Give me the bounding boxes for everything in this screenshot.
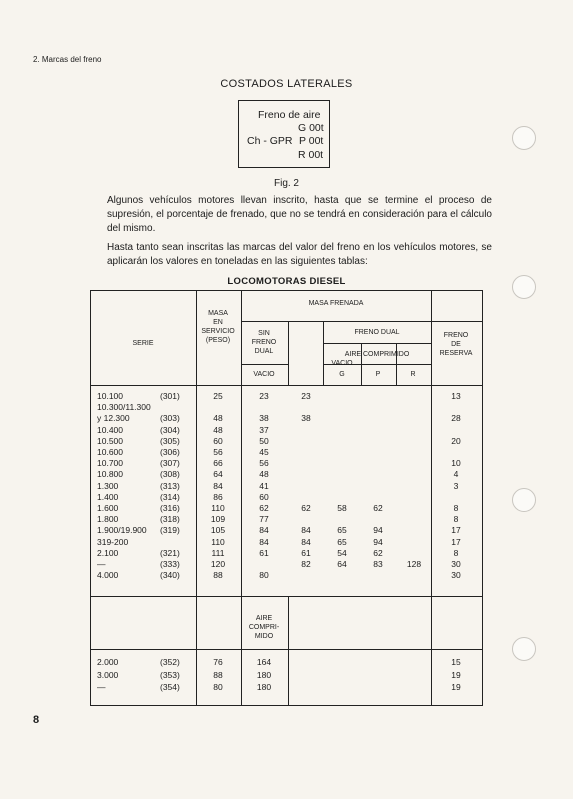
cell-masa: 88 [213,570,223,581]
cell-reserva: 4 [453,469,459,480]
cell-g: 54 [337,547,347,558]
cell-sin: 62 [259,503,269,513]
cell-code: (314) [160,491,180,502]
cell-serie: 1.800 [97,514,119,525]
cell-reserva: 30 [451,559,461,569]
cell-reserva: 17 [451,525,461,536]
cell-reserva: 19 [451,682,461,692]
cell-serie: 10.300/11.300 [97,402,151,413]
table-row [91,492,482,503]
table-row [91,469,482,480]
cell-reserva: 17 [451,536,461,547]
cell-serie: 10.700 [97,458,123,469]
cell-masa: 60 [213,435,223,446]
cell-vacio: 82 [301,559,311,569]
rule-h-freno-dual [323,343,431,344]
table-row [91,481,482,492]
cell-p: 83 [373,559,383,569]
paragraph-2: Hasta tanto sean inscritas las marcas del valor del freno en los vehículos motores, se aplicarán los valores en toneladas en las siguientes tablas: [107,242,492,268]
table-row [91,537,482,548]
cell-vacio: 61 [301,547,311,558]
cell-serie: y 12.300 [97,413,130,424]
table-row [91,657,482,668]
header-r: R [410,371,416,378]
cell-masa: 109 [210,514,226,525]
header-serie: SERIE [132,340,154,347]
brake-table [90,290,483,706]
cell-serie: 10.400 [97,424,123,435]
cell-serie: 1.400 [97,491,119,502]
cell-sin: 50 [259,435,269,446]
cell-vacio: 84 [301,536,311,547]
header-masa-servicio: MASA EN SERVICIO (PESO) [201,310,235,345]
cell-sin: 41 [259,480,269,491]
cell-code: (319) [160,525,180,536]
cell-serie: 3.000 [97,669,119,680]
cell-masa: 105 [210,525,226,536]
table-row [91,570,482,581]
cell-sin: 45 [259,447,269,457]
cell-serie: 1.900/19.900 [97,525,147,536]
brake-marking-box [238,100,330,168]
table-row [91,559,482,570]
cell-g: 58 [337,503,347,513]
cell-sin: 84 [259,536,269,547]
binder-hole-3 [512,488,536,512]
rule-h-lower-section [91,596,482,597]
cell-masa: 84 [213,480,223,491]
cell-sin: 23 [259,391,269,401]
cell-vacio: 84 [301,525,311,536]
cell-sin: 48 [259,469,269,480]
marking-line-1: Freno de aire [258,109,321,121]
cell-r: 128 [406,559,422,569]
cell-code: (307) [160,458,180,469]
cell-serie: 319-200 [97,536,129,547]
cell-masa: 66 [213,458,223,469]
cell-sin: 38 [259,413,269,424]
cell-code: (353) [160,669,180,680]
header-g: G [339,371,345,378]
cell-code: (340) [160,570,180,581]
cell-masa: 56 [213,447,223,457]
cell-sin: 56 [259,458,269,469]
binder-hole-4 [512,637,536,661]
table-row [91,458,482,469]
table-row [91,682,482,693]
cell-vacio: 62 [301,503,311,513]
cell-serie: 2.000 [97,657,119,667]
cell-masa: 110 [211,503,225,513]
cell-serie: 1.300 [97,480,119,491]
cell-p: 94 [373,525,383,536]
binder-hole-1 [512,126,536,150]
cell-masa: 64 [213,469,223,480]
cell-reserva: 3 [453,480,459,491]
cell-code: (316) [160,503,180,513]
section-title: COSTADOS LATERALES [220,78,353,90]
page-number: 8 [33,714,40,726]
marking-line-3-value: P 00t [299,135,324,147]
cell-code: (306) [160,447,180,457]
cell-sin: 84 [259,525,269,536]
header-aire-comprimido: AIRE COMPRIMIDO [344,351,410,358]
cell-reserva: 15 [451,657,461,667]
running-head: 2. Marcas del freno [33,55,102,64]
cell-masa: 88 [213,669,223,680]
cell-code: (333) [160,559,180,569]
cell-serie: 10.800 [97,469,123,480]
cell-masa: 25 [213,391,223,401]
table-title: LOCOMOTORAS DIESEL [227,276,346,287]
table-row [91,391,482,402]
binder-hole-2 [512,275,536,299]
cell-masa: 48 [213,424,223,435]
cell-code: (305) [160,435,180,446]
marking-line-3-prefix: Ch - GPR [247,135,293,147]
cell-masa: 110 [211,536,225,547]
table-row [91,402,482,413]
cell-sin: 180 [256,682,272,692]
cell-reserva: 28 [451,413,461,424]
cell-serie: 10.500 [97,435,123,446]
cell-g: 65 [337,525,347,536]
cell-code: (301) [160,391,180,401]
cell-code: (308) [160,469,180,480]
cell-p: 62 [373,503,383,513]
table-row [91,503,482,514]
marking-line-4: R 00t [298,149,324,161]
cell-vacio: 38 [301,413,311,424]
rule-h-masa-frenada [241,321,482,322]
cell-masa: 86 [213,491,223,502]
table-row [91,548,482,559]
cell-sin: 180 [256,669,272,680]
cell-serie: 2.100 [97,547,119,558]
header-freno-dual: FRENO DUAL [354,329,400,336]
cell-g: 65 [337,536,347,547]
header-sin-vacio: VACIO [253,371,275,378]
cell-reserva: 8 [453,514,459,525]
paragraph-1: Algunos vehículos motores llevan inscrito, hasta que se termine el proceso de supresión, el porcentaje de frenado, que no se tendrá en consideración para el cálculo del mismo. [107,195,492,235]
cell-p: 94 [373,536,383,547]
cell-serie: 10.600 [97,447,123,457]
cell-masa: 120 [210,559,226,569]
cell-reserva: 8 [453,547,459,558]
cell-reserva: 19 [451,669,461,680]
cell-sin: 77 [259,514,269,525]
table-row [91,447,482,458]
cell-sin: 60 [259,491,269,502]
cell-serie: 1.600 [97,503,119,513]
header-vacio: VACIO [331,360,353,367]
cell-serie: 4.000 [97,570,119,581]
cell-code: (352) [160,657,180,667]
cell-code: (313) [160,480,180,491]
cell-code: (321) [160,547,180,558]
header-masa-frenada: MASA FRENADA [308,300,364,307]
cell-sin: 164 [256,657,272,667]
rule-h-lower-header [91,649,482,650]
header-p: P [375,371,381,378]
figure-caption: Fig. 2 [273,178,299,189]
cell-code: (303) [160,413,180,424]
table-row [91,514,482,525]
cell-reserva: 30 [451,570,461,581]
header-sin-freno-dual: SIN FRENO DUAL [251,330,277,356]
cell-serie: — [97,559,106,569]
cell-vacio: 23 [301,391,311,401]
cell-serie: 10.100 [97,391,123,401]
cell-masa: 111 [211,547,225,558]
cell-sin: 61 [259,547,269,558]
header-freno-reserva: FRENO DE RESERVA [439,332,473,358]
table-row [91,525,482,536]
cell-masa: 80 [213,682,223,692]
rule-v-sin [288,321,289,385]
table-row [91,413,482,424]
cell-reserva: 13 [451,391,461,401]
cell-reserva: 20 [451,435,461,446]
cell-reserva: 10 [451,458,461,469]
table-row [91,436,482,447]
marking-line-2: G 00t [298,122,324,134]
cell-p: 62 [373,547,383,558]
cell-sin: 37 [259,424,269,435]
rule-v-vacio-dual [323,321,324,385]
cell-masa: 76 [213,657,223,667]
rule-h-header-bottom [91,385,482,386]
cell-g: 64 [337,559,347,569]
cell-reserva: 8 [453,503,459,513]
table-row [91,425,482,436]
cell-sin: 80 [259,570,269,581]
cell-code: (318) [160,514,180,525]
cell-serie: — [97,682,106,692]
cell-code: (304) [160,424,180,435]
table-row [91,670,482,681]
header-aire-comprimido-lower: AIRE COMPRI- MIDO [248,615,280,641]
cell-masa: 48 [213,413,223,424]
cell-code: (354) [160,682,180,692]
rule-h-sin-vacio [241,364,288,365]
